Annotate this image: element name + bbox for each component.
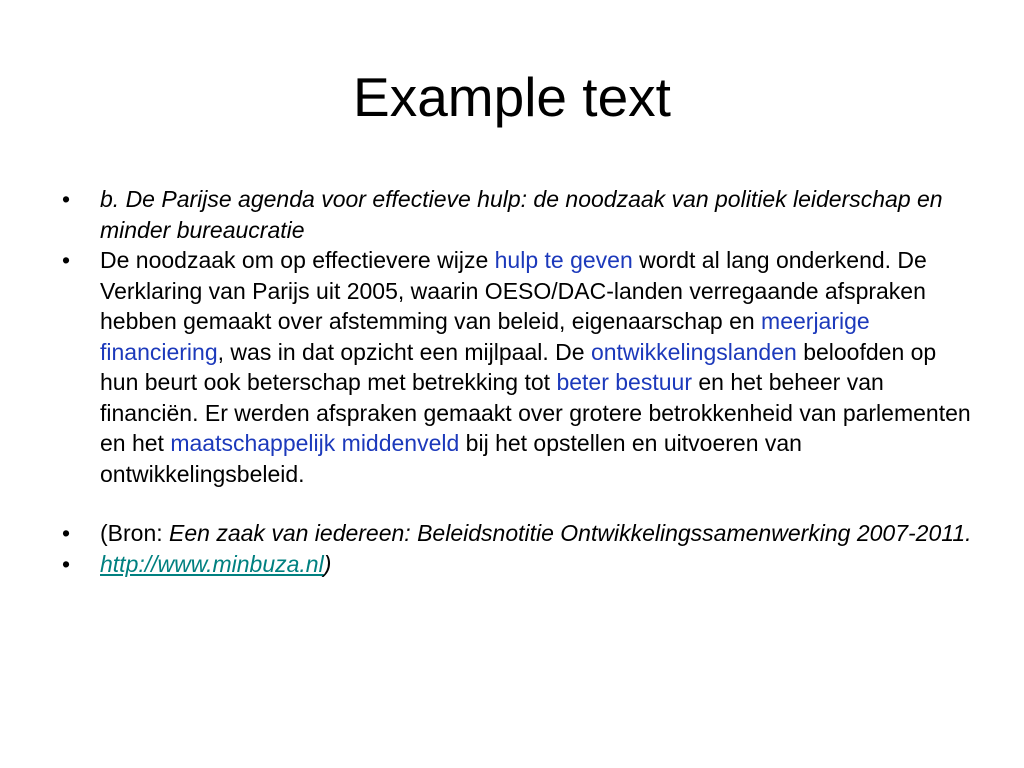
bullet-marker: • [62, 550, 71, 577]
bullet-marker: • [62, 186, 71, 212]
bullet-item [62, 184, 972, 245]
term-link-hulp-te-geven[interactable]: hulp te geven [494, 247, 633, 273]
term-link-beter-bestuur[interactable]: beter bestuur [556, 369, 692, 395]
bullet-item [62, 245, 972, 489]
term-link-maatschappelijk-middenveld[interactable]: maatschappelijk middenveld [170, 430, 460, 456]
paragraph-text: De noodzaak om op effectievere wijze [100, 247, 495, 273]
bullet-item [62, 518, 972, 549]
slide-title: Example text [353, 66, 671, 128]
paragraph-text: wordt al lang onderkend. De Verklaring van Parijs uit 2005, waarin OESO/DAC-landen verregaande afspraken hebben gemaakt over afstemming van beleid, eigenaarschap en [100, 247, 927, 334]
section-heading: b. De Parijse agenda voor effectieve hulp: de noodzaak van politiek leiderschap en minder bureaucratie [100, 186, 943, 243]
bullet-item [62, 549, 972, 580]
source-title: Een zaak van iedereen: Beleidsnotitie Ontwikkelingssamenwerking 2007-2011. [169, 520, 972, 546]
term-link-ontwikkelingslanden[interactable]: ontwikkelingslanden [590, 338, 797, 365]
term-link-meerjarige-financiering[interactable]: meerjarige financiering [100, 308, 870, 365]
closing-paren: ) [323, 550, 332, 577]
bullet-marker: • [62, 247, 71, 273]
source-url-link[interactable]: http://www.minbuza.nl [100, 550, 324, 577]
paragraph-text: , was in dat opzicht een mijlpaal. De [217, 338, 591, 365]
paragraph-text: en het beheer van financiën. Er werden afspraken gemaakt over grotere betrokkenheid van parlementen en het [100, 369, 971, 456]
paragraph-text: beloofden op hun beurt ook beterschap met betrekking tot [100, 338, 937, 395]
bullet-marker: • [62, 520, 71, 546]
paragraph-text: bij het opstellen en uitvoeren van ontwikkelingsbeleid. [100, 430, 802, 487]
source-prefix: (Bron: [100, 520, 170, 546]
bullet-list [62, 184, 972, 579]
